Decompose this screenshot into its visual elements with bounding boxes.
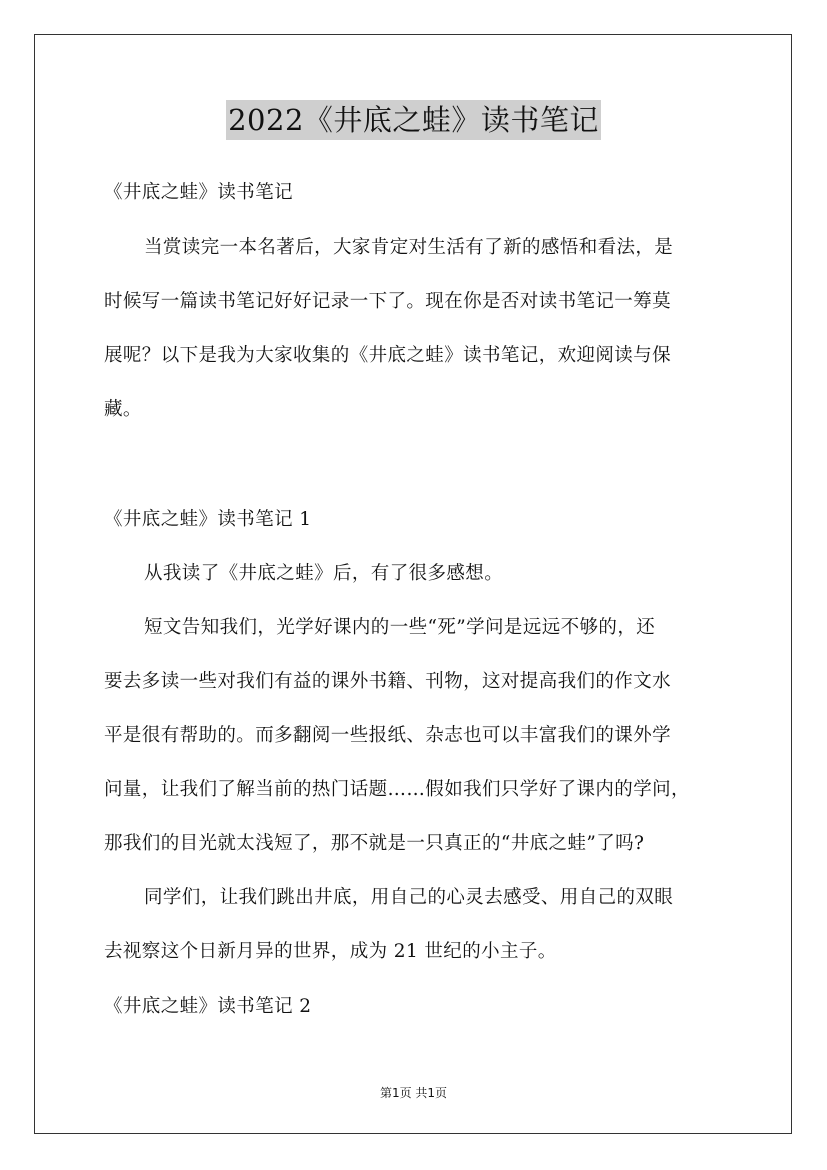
paragraph-line: 问量，让我们了解当前的热门话题……假如我们只学好了课内的学问， — [104, 779, 690, 800]
paragraph-line: 同学们，让我们跳出井底，用自己的心灵去感受、用自己的双眼 — [144, 887, 674, 908]
paragraph-line: 藏。 — [104, 399, 142, 420]
document-title: 2022《井底之蛙》读书笔记 — [226, 100, 601, 140]
paragraph-line: 平是很有帮助的。而多翻阅一些报纸、杂志也可以丰富我们的课外学 — [104, 725, 672, 746]
paragraph-line: 短文告知我们，光学好课内的一些“死”学问是远远不够的，还 — [144, 617, 656, 638]
section-heading-2: 《井底之蛙》读书笔记 2 — [104, 996, 312, 1017]
paragraph-line: 时候写一篇读书笔记好好记录一下了。现在你是否对读书笔记一筹莫 — [104, 291, 672, 312]
paragraph-line: 那我们的目光就太浅短了，那不就是一只真正的“井底之蛙”了吗? — [104, 833, 645, 854]
section-heading-1: 《井底之蛙》读书笔记 1 — [104, 509, 312, 530]
title-container — [0, 100, 827, 140]
paragraph-line: 去视察这个日新月异的世界，成为 21 世纪的小主子。 — [104, 941, 557, 962]
page-footer: 第1页 共1页 — [379, 1086, 448, 1100]
paragraph-line: 要去多读一些对我们有益的课外书籍、刊物，这对提高我们的作文水 — [104, 671, 672, 692]
paragraph-line: 展呢？以下是我为大家收集的《井底之蛙》读书笔记，欢迎阅读与保 — [104, 345, 672, 366]
paragraph-line: 从我读了《井底之蛙》后，有了很多感想。 — [144, 563, 504, 584]
paragraph-line: 当赏读完一本名著后，大家肯定对生活有了新的感悟和看法，是 — [144, 237, 674, 258]
section-heading-intro: 《井底之蛙》读书笔记 — [104, 182, 294, 203]
